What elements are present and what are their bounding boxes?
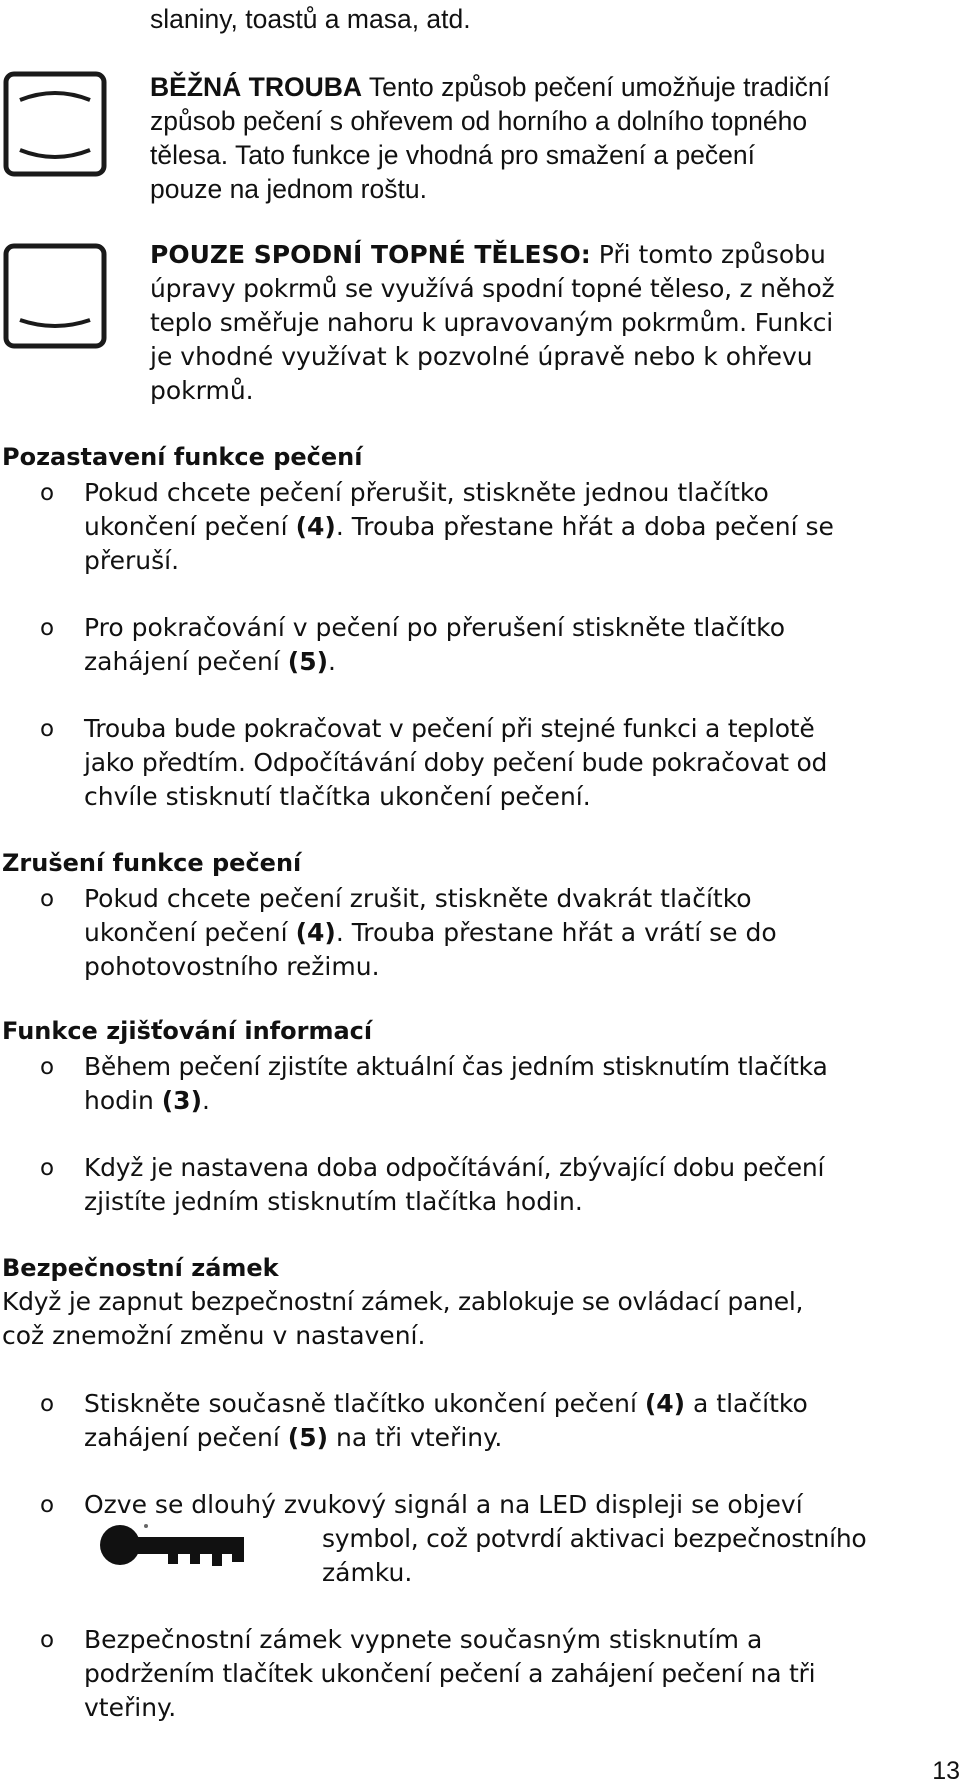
informace-item2-line2: zjistíte jedním stisknutím tlačítka hodin. xyxy=(84,1187,583,1216)
bezna-trouba-line4: pouze na jednom roštu. xyxy=(150,174,427,204)
pozastaveni-item2-line2: zahájení pečení (5). xyxy=(84,647,336,676)
pozastaveni-item3-line2: jako předtím. Odpočítávání doby pečení bude pokračovat od xyxy=(84,748,828,777)
zamek-item2-line3: zámku. xyxy=(322,1558,413,1587)
zamek-item3-line2: podržením tlačítek ukončení pečení a zahájení pečení na tři xyxy=(84,1659,816,1688)
bullet-marker: o xyxy=(40,1391,55,1417)
bullet-marker: o xyxy=(40,615,55,641)
zruseni-item1-line2: ukončení pečení (4). Trouba přestane hřát a vrátí se do xyxy=(84,918,777,947)
bullet-marker: o xyxy=(40,716,55,742)
zamek-item1-line2: zahájení pečení (5) na tři vteřiny. xyxy=(84,1423,503,1452)
spodni-teleso-line3: teplo směřuje nahoru k upravovaným pokrmům. Funkci xyxy=(150,308,833,337)
spodni-teleso-line1: POUZE SPODNÍ TOPNÉ TĚLESO: Při tomto způsobu xyxy=(150,240,826,269)
spodni-teleso-title: POUZE SPODNÍ TOPNÉ TĚLESO: xyxy=(150,240,591,269)
pozastaveni-item2-line1: Pro pokračování v pečení po přerušení stiskněte tlačítko xyxy=(84,613,786,642)
zamek-item2-line2: symbol, což potvrdí aktivaci bezpečnostního xyxy=(322,1524,867,1553)
informace-item2-line1: Když je nastavena doba odpočítávání, zbývající dobu pečení xyxy=(84,1153,825,1182)
key-icon xyxy=(98,1520,248,1568)
bezna-trouba-line3: tělesa. Tato funkce je vhodná pro smažení a pečení xyxy=(150,140,755,170)
heading-zruseni: Zrušení funkce pečení xyxy=(2,849,302,877)
bullet-marker: o xyxy=(40,1155,55,1181)
bottom-heating-element-icon xyxy=(2,242,108,350)
spodni-teleso-line4: je vhodné využívat k pozvolné úpravě nebo k ohřevu xyxy=(150,342,813,371)
informace-item1-line2: hodin (3). xyxy=(84,1086,210,1115)
pozastaveni-item1-line3: přeruší. xyxy=(84,546,180,575)
bullet-marker: o xyxy=(40,1627,55,1653)
pozastaveni-item1-line1: Pokud chcete pečení přerušit, stiskněte jednou tlačítko xyxy=(84,478,769,507)
conventional-oven-icon xyxy=(2,70,108,178)
pozastaveni-item1-line2: ukončení pečení (4). Trouba přestane hřát a doba pečení se xyxy=(84,512,834,541)
zamek-item3-line1: Bezpečnostní zámek vypnete současným stisknutím a xyxy=(84,1625,763,1654)
bullet-marker: o xyxy=(40,480,55,506)
pozastaveni-item3-line1: Trouba bude pokračovat v pečení při stejné funkci a teplotě xyxy=(84,714,815,743)
spodni-teleso-line5: pokrmů. xyxy=(150,376,254,405)
intro-tail-text: slaniny, toastů a masa, atd. xyxy=(150,4,471,34)
bullet-marker: o xyxy=(40,886,55,912)
zamek-item1-line1: Stiskněte současně tlačítko ukončení pečení (4) a tlačítko xyxy=(84,1389,808,1418)
heading-zamek: Bezpečnostní zámek xyxy=(2,1254,279,1282)
informace-item1-line1: Během pečení zjistíte aktuální čas jedním stisknutím tlačítka xyxy=(84,1052,828,1081)
bullet-marker: o xyxy=(40,1492,55,1518)
zamek-item3-line3: vteřiny. xyxy=(84,1693,177,1722)
zruseni-item1-line3: pohotovostního režimu. xyxy=(84,952,380,981)
zamek-item2-line1: Ozve se dlouhý zvukový signál a na LED displeji se objeví xyxy=(84,1490,803,1519)
bullet-marker: o xyxy=(40,1054,55,1080)
bezna-trouba-line2: způsob pečení s ohřevem od horního a dolního topného xyxy=(150,106,808,136)
heading-informace: Funkce zjišťování informací xyxy=(2,1017,373,1045)
pozastaveni-item3-line3: chvíle stisknutí tlačítka ukončení pečení. xyxy=(84,782,591,811)
bezna-trouba-title: BĚŽNÁ TROUBA xyxy=(150,72,362,102)
zruseni-item1-line1: Pokud chcete pečení zrušit, stiskněte dvakrát tlačítko xyxy=(84,884,752,913)
page-number: 13 xyxy=(932,1757,960,1785)
bezna-trouba-line1: BĚŽNÁ TROUBA Tento způsob pečení umožňuje tradiční xyxy=(150,72,830,102)
heading-pozastaveni: Pozastavení funkce pečení xyxy=(2,443,363,471)
zamek-intro-line1: Když je zapnut bezpečnostní zámek, zablokuje se ovládací panel, xyxy=(2,1287,804,1316)
zamek-intro-line2: což znemožní změnu v nastavení. xyxy=(2,1321,426,1350)
spodni-teleso-line2: úpravy pokrmů se využívá spodní topné těleso, z něhož xyxy=(150,274,835,303)
